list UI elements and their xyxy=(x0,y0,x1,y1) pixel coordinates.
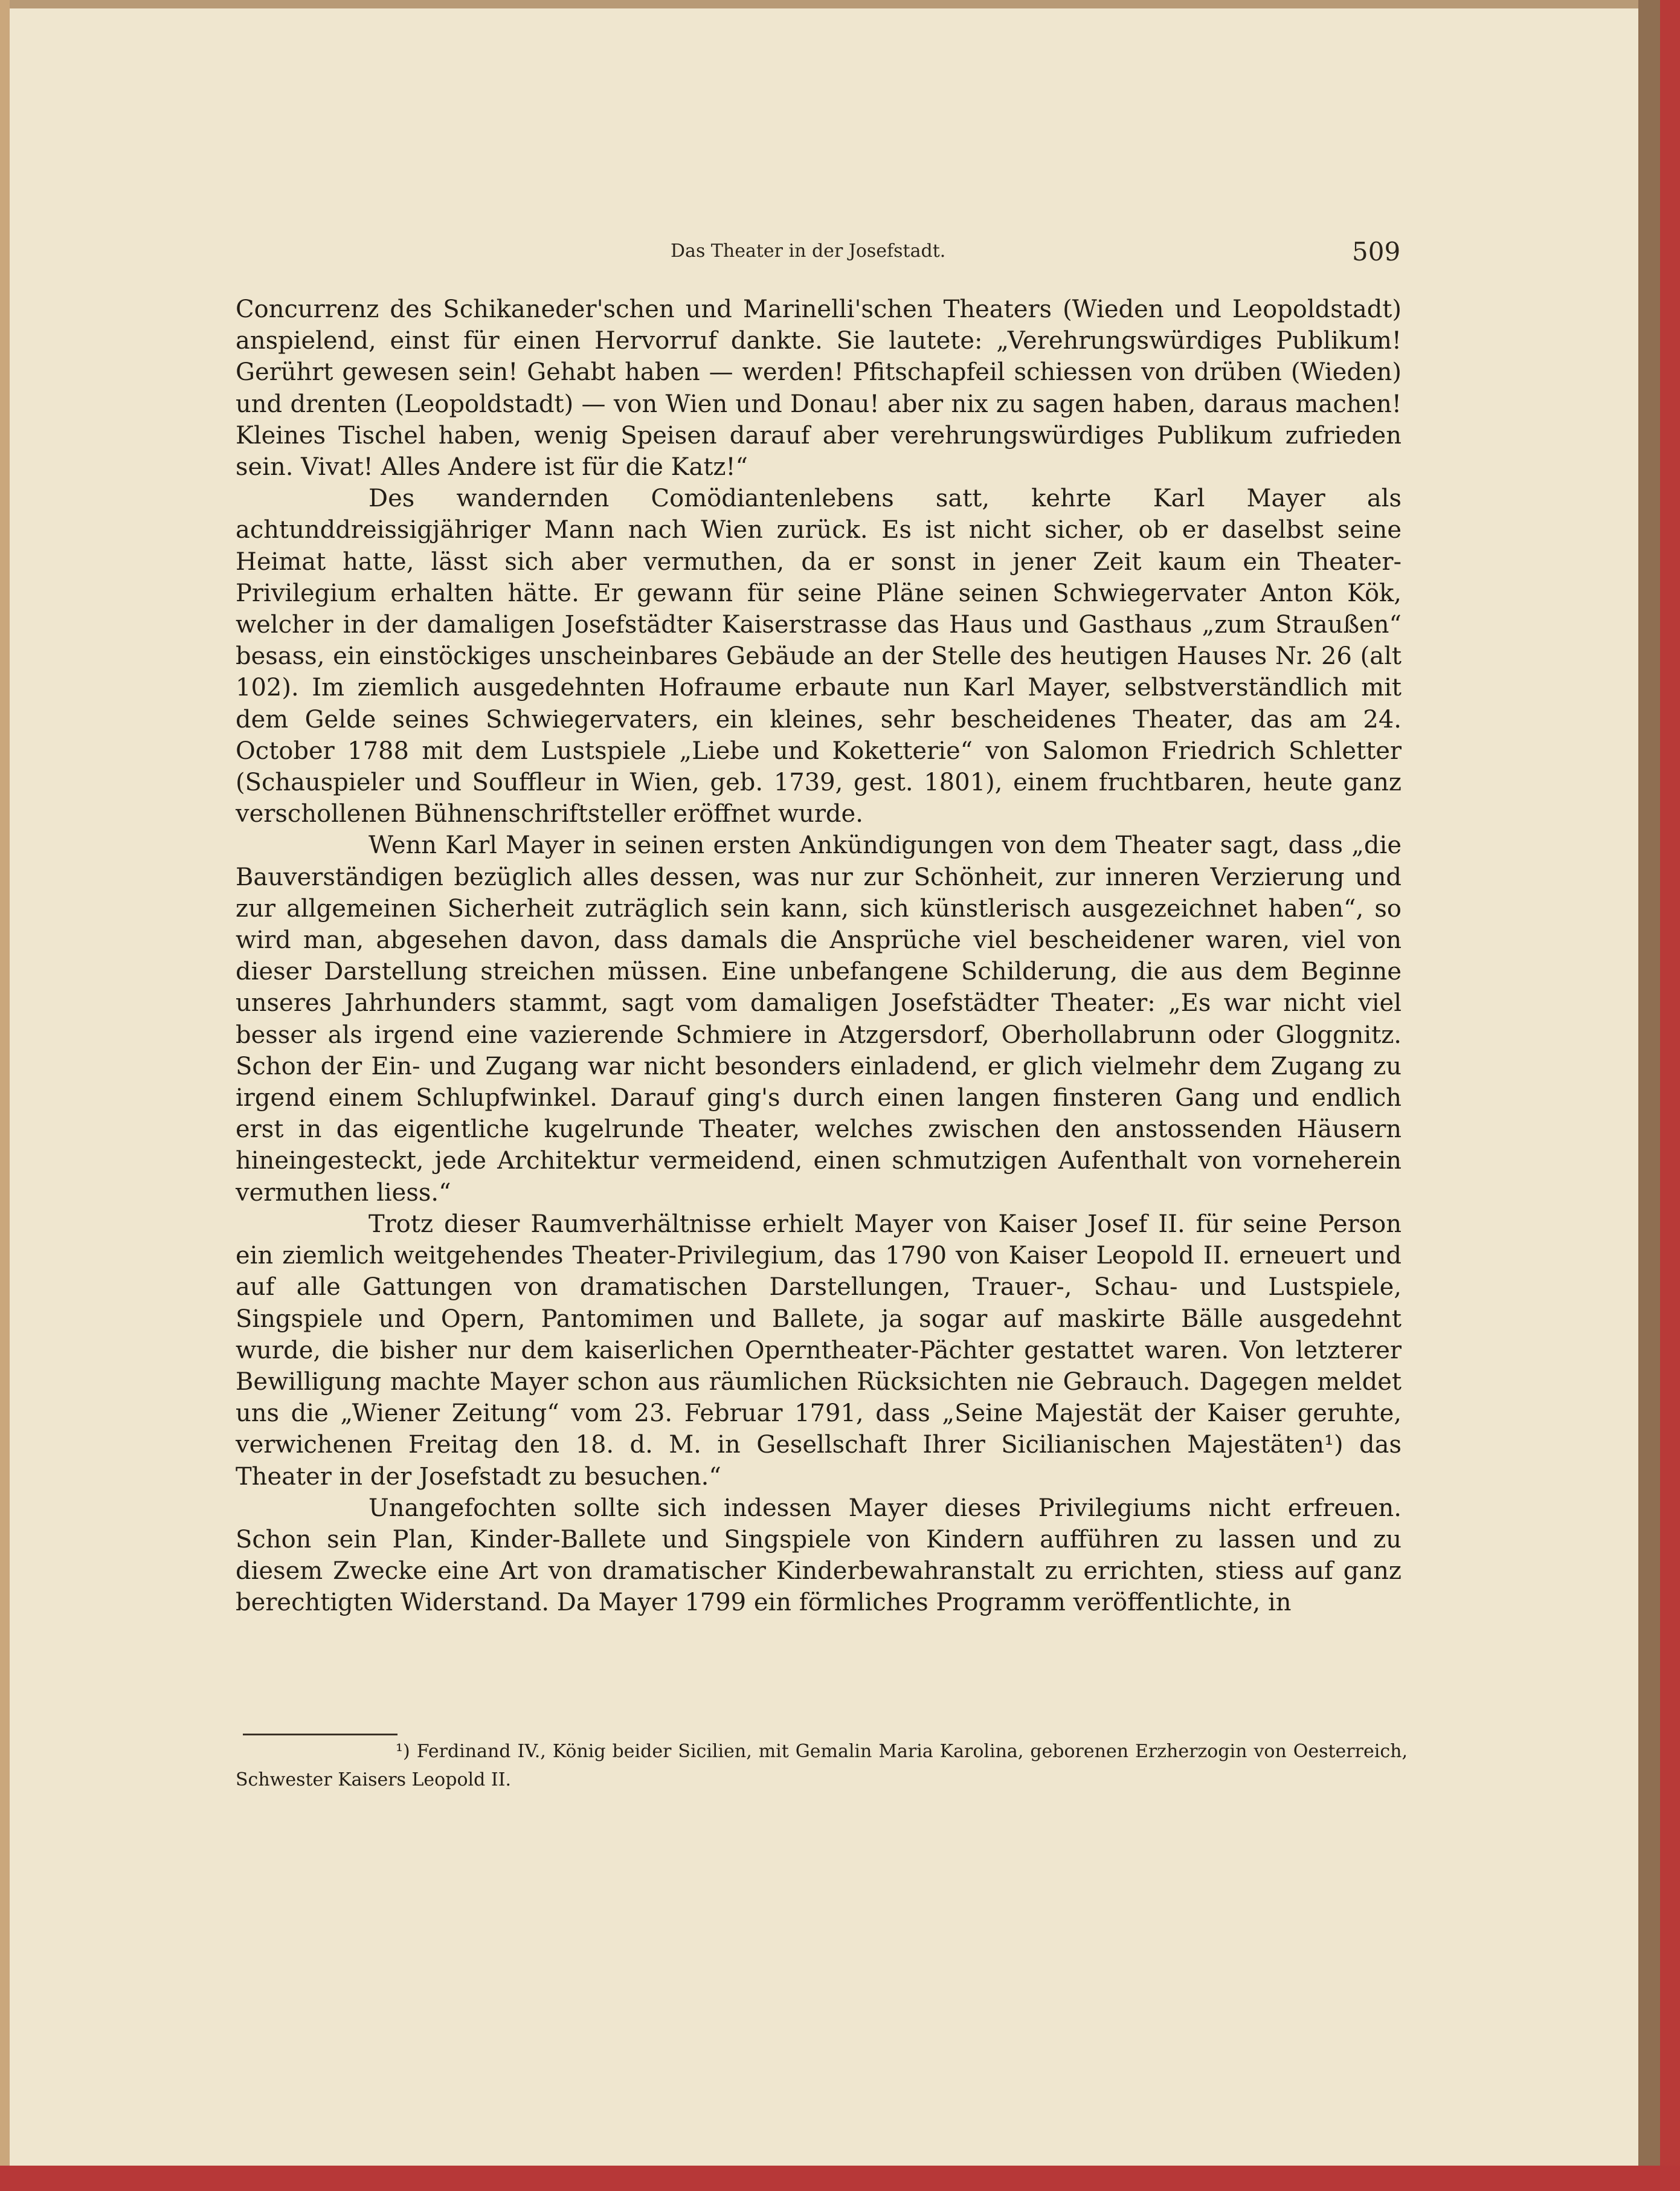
page-number: 509 xyxy=(1352,237,1401,266)
body-text xyxy=(236,294,1402,1619)
paragraph: Unangefochten sollte sich indessen Mayer dieses Privilegiums nicht erfreuen. Schon sein Plan, Kinder-Ballete und Singspiele von Kindern aufführen zu lassen und zu diesem Zwecke eine Art von dramatischer Kinderbewahranstalt zu errichten, stiess auf ganz berechtigten Widerstand. Da Mayer 1799 ein förmliches Programm veröffentlichte, in xyxy=(236,1494,1402,1617)
book-cover-right xyxy=(1660,0,1680,2191)
paragraph: Trotz dieser Raumverhältnisse erhielt Mayer von Kaiser Josef II. für seine Person ein ziemlich weitgehendes Theater-Privilegium, das 1790 von Kaiser Leopold II. erneuert und auf alle Gattungen von dramatischen Darstellungen, Trauer-, Schau- und Lustspiele, Singspiele und Opern, Pantomimen und Ballete, ja sogar auf maskirte Bälle ausgedehnt wurde, die bisher nur dem kaiserlichen Operntheater-Pächter gestattet waren. Von letzterer Bewilligung machte Mayer schon aus räumlichen Rücksichten nie Gebrauch. Dagegen meldet uns die „Wiener Zeitung“ vom 23. Februar 1791, dass „Seine Majestät der Kaiser geruhte, verwichenen Freitag den 18. d. M. in Gesellschaft Ihrer Sicilianischen Majestäten¹) das Theater in der Josefstadt zu besuchen.“ xyxy=(236,1210,1402,1491)
paragraph: Concurrenz des Schikaneder'schen und Marinelli'schen Theaters (Wieden und Leopoldstadt) anspielend, einst für einen Hervorruf dankte. Sie lautete: „Verehrungswürdiges Publikum! Gerührt gewesen sein! Gehabt haben — werden! Pfitschapfeil schiessen von drüben (Wieden) und drenten (Leopoldstadt) — von Wien und Donau! aber nix zu sagen haben, daraus machen! Kleines Tischel haben, wenig Speisen darauf aber verehrungswürdiges Publikum zufrieden sein. Vivat! Alles Andere ist für die Katz!“ xyxy=(236,295,1402,482)
footnote-rule xyxy=(243,1734,397,1735)
book-cover-bottom xyxy=(0,2166,1680,2191)
running-head: Das Theater in der Josefstadt. xyxy=(671,240,946,262)
page-top-edge xyxy=(0,0,1638,8)
paragraph: Wenn Karl Mayer in seinen ersten Ankündigungen von dem Theater sagt, dass „die Bauverständigen bezüglich alles dessen, was nur zur Schönheit, zur inneren Verzierung und zur allgemeinen Sicherheit zuträglich sein kann, sich künstlerisch ausgezeichnet haben“, so wird man, abgesehen davon, dass damals die Ansprüche viel bescheidener waren, viel von dieser Darstellung streichen müssen. Eine unbefangene Schilderung, die aus dem Beginne unseres Jahrhunders stammt, sagt vom damaligen Josefstädter Theater: „Es war nicht viel besser als irgend eine vazierende Schmiere in Atzgersdorf, Oberhollabrunn oder Gloggnitz. Schon der Ein- und Zugang war nicht besonders einladend, er glich vielmehr dem Zugang zu irgend einem Schlupfwinkel. Darauf ging's durch einen langen finsteren Gang und endlich erst in das eigentliche kugelrunde Theater, welches zwischen den anstossenden Häusern hineingesteckt, jede Architektur vermeidend, einen schmutzigen Aufenthalt von vorneherein vermuthen liess.“ xyxy=(236,831,1402,1207)
footnote xyxy=(236,1737,1408,1794)
page-left-edge xyxy=(0,0,10,2191)
paragraph: Des wandernden Comödiantenlebens satt, kehrte Karl Mayer als achtunddreissigjähriger Mann nach Wien zurück. Es ist nicht sicher, ob er daselbst seine Heimat hatte, lässt sich aber vermuthen, da er sonst in jener Zeit kaum ein Theater-Privilegium erhalten hätte. Er gewann für seine Pläne seinen Schwiegervater Anton Kök, welcher in der damaligen Josefstädter Kaiserstrasse das Haus und Gasthaus „zum Straußen“ besass, ein einstöckiges unscheinbares Gebäude an der Stelle des heutigen Hauses Nr. 26 (alt 102). Im ziemlich ausgedehnten Hofraume erbaute nun Karl Mayer, selbstverständlich mit dem Gelde seines Schwiegervaters, ein kleines, sehr bescheidenes Theater, das am 24. October 1788 mit dem Lustspiele „Liebe und Koketterie“ von Salomon Friedrich Schletter (Schauspieler und Souffleur in Wien, geb. 1739, gest. 1801), einem fruchtbaren, heute ganz verschollenen Bühnenschriftsteller eröffnet wurde. xyxy=(236,485,1402,828)
page-right-shadow xyxy=(1638,0,1660,2166)
footnote-text: ¹) Ferdinand IV., König beider Sicilien, mit Gemalin Maria Karolina, geborenen Erzherzogin von Oesterreich, Schwester Kaisers Leopold II. xyxy=(236,1741,1408,1790)
